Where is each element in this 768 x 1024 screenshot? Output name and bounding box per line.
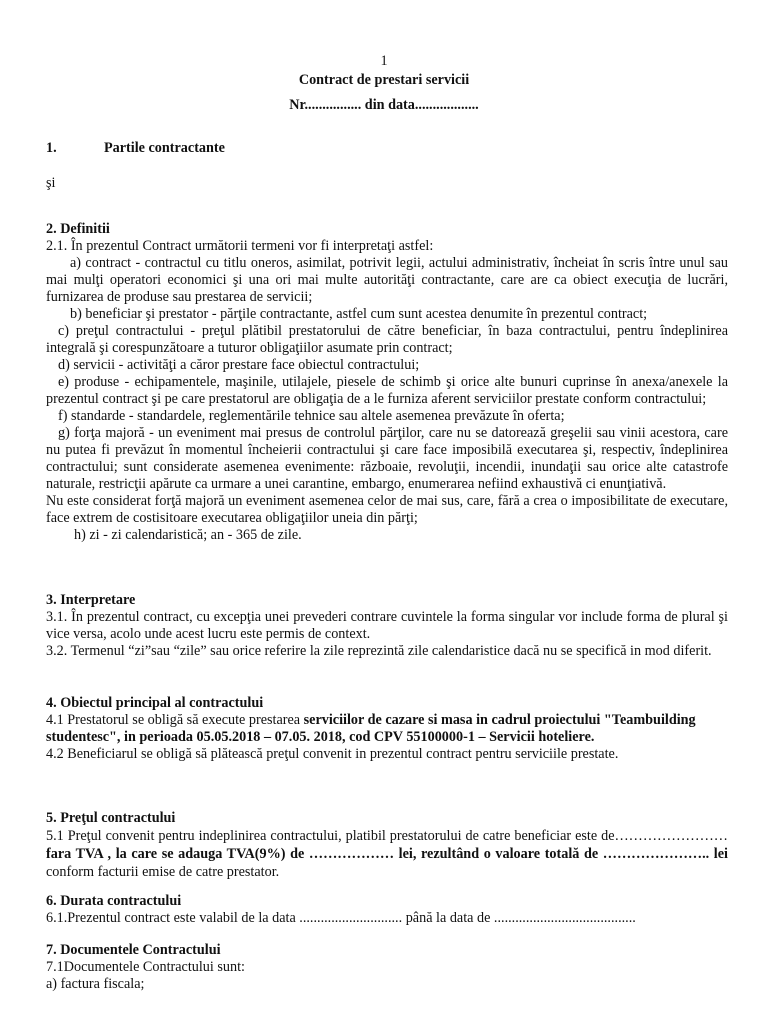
clause-6-1: 6.1.Prezentul contract este valabil de la data ............................. până la data de ........................................ (46, 910, 636, 926)
section-1-heading (46, 140, 728, 157)
definition-g: g) forţa majoră - un eveniment mai presus de controlul părţilor, care nu se datorează greşelii sau vinii acestora, care nu putea fi prevăzut în momentul încheierii contractului şi care face imposibilă executarea şi, respectiv, îndeplinirea contractului; sunt considerate asemenea evenimente: războaie, revoluţii, incendii, inundaţii sau orice alte catastrofe naturale, restricţii apărute ca urmare a unei carantine, embargo, enumerarea nefiind exhaustivă ci enunţiativă. (46, 425, 728, 492)
definition-b: b) beneficiar şi prestator - părţile contractante, astfel cum sunt acestea denumite în prezentul contract; (70, 306, 648, 322)
document-title: Contract de prestari servicii (298, 72, 470, 88)
section-6 (46, 893, 728, 927)
section-5 (46, 810, 728, 881)
clause-5-1-vat: fara TVA , la care se adauga TVA(9%) de ……………… lei, rezultând o valoare totală de ………………….. lei (46, 846, 728, 862)
clause-5-1-text: 5.1 Preţul convenit pentru indeplinirea contractului, platibil prestatorului de catre beneficiar este de…………………… (46, 828, 728, 844)
section-3-heading: 3. Interpretare (46, 592, 136, 608)
clause-5-1-end: conform facturii emise de catre prestator. (46, 864, 280, 880)
section-6-heading: 6. Durata contractului (46, 893, 182, 909)
section-4-heading: 4. Obiectul principal al contractului (46, 695, 264, 711)
section-7-heading: 7. Documentele Contractului (46, 942, 221, 958)
section-3 (46, 592, 728, 660)
definition-h: h) zi - zi calendaristică; an - 365 de zile. (74, 527, 302, 543)
parties-and: şi (46, 175, 56, 191)
page-number: 1 (380, 53, 388, 69)
contract-number-line: Nr................ din data.................. (289, 97, 479, 113)
section-4 (46, 695, 728, 763)
document-item-a: a) factura fiscala; (46, 976, 145, 992)
clause-3-1: 3.1. În prezentul contract, cu excepţia unei prevederi contrare cuvintele la forma singular vor include forma de plural şi vice versa, acolo unde acest lucru este permis de context. (46, 609, 728, 642)
section-1-title: Partile contractante (104, 140, 225, 156)
clause-4-1-service: serviciilor de cazare si masa in cadrul proiectului "Teambuilding studentesc", in perioada 05.05.2018 – 07.05. 2018, cod CPV 55100000-1 – Servicii hoteliere. (46, 712, 696, 745)
force-majeure-note: Nu este considerat forţă majoră un eveniment asemenea celor de mai sus, care, fără a crea o imposibilitate de executare, face extrem de costisitoare executarea obligaţiilor uneia din părţi; (46, 493, 728, 526)
definition-f: f) standarde - standardele, reglementările tehnice sau altele asemenea prevăzute în oferta; (58, 408, 565, 424)
definition-d: d) servicii - activităţi a căror prestare face obiectul contractului; (58, 357, 420, 373)
definition-e: e) produse - echipamentele, maşinile, utilajele, piesele de schimb şi orice alte bunuri cuprinse în anexa/anexele la prezentul contract şi pe care prestatorul are obligaţia de a le furniza aferent serviciilor prestate conform contractului; (46, 374, 728, 407)
section-2-heading: 2. Definitii (46, 221, 110, 237)
section-7 (46, 942, 728, 993)
definitions-intro: 2.1. În prezentul Contract următorii termeni vor fi interpretaţi astfel: (46, 238, 434, 254)
clause-4-2: 4.2 Beneficiarul se obligă să plătească preţul convenit in prezentul contract pentru serviciile prestate. (46, 746, 619, 762)
section-5-heading: 5. Preţul contractului (46, 810, 176, 826)
section-1-number: 1. (46, 140, 57, 156)
clause-3-2: 3.2. Termenul “zi”sau “zile” sau orice referire la zile reprezintă zile calendaristice dacă nu se specifică in mod diferit. (46, 643, 712, 659)
clause-4-1-text: 4.1 Prestatorul se obligă să execute prestarea (46, 712, 304, 728)
clause-7-1: 7.1Documentele Contractului sunt: (46, 959, 245, 975)
definition-c: c) preţul contractului - preţul plătibil prestatorului de către beneficiar, în baza contractului, pentru îndeplinirea integrală şi corespunzătoare a tuturor obligaţiilor asumate prin contract; (46, 323, 728, 356)
section-2 (46, 221, 728, 544)
definition-a: a) contract - contractul cu titlu oneros, asimilat, potrivit legii, actului administrativ, încheiat în scris între unul sau mai mulţi operatori economici şi una ori mai multe autorităţi contractante, care are ca obiect execuţia de lucrări, furnizarea de produse sau prestarea de servicii; (46, 255, 728, 305)
